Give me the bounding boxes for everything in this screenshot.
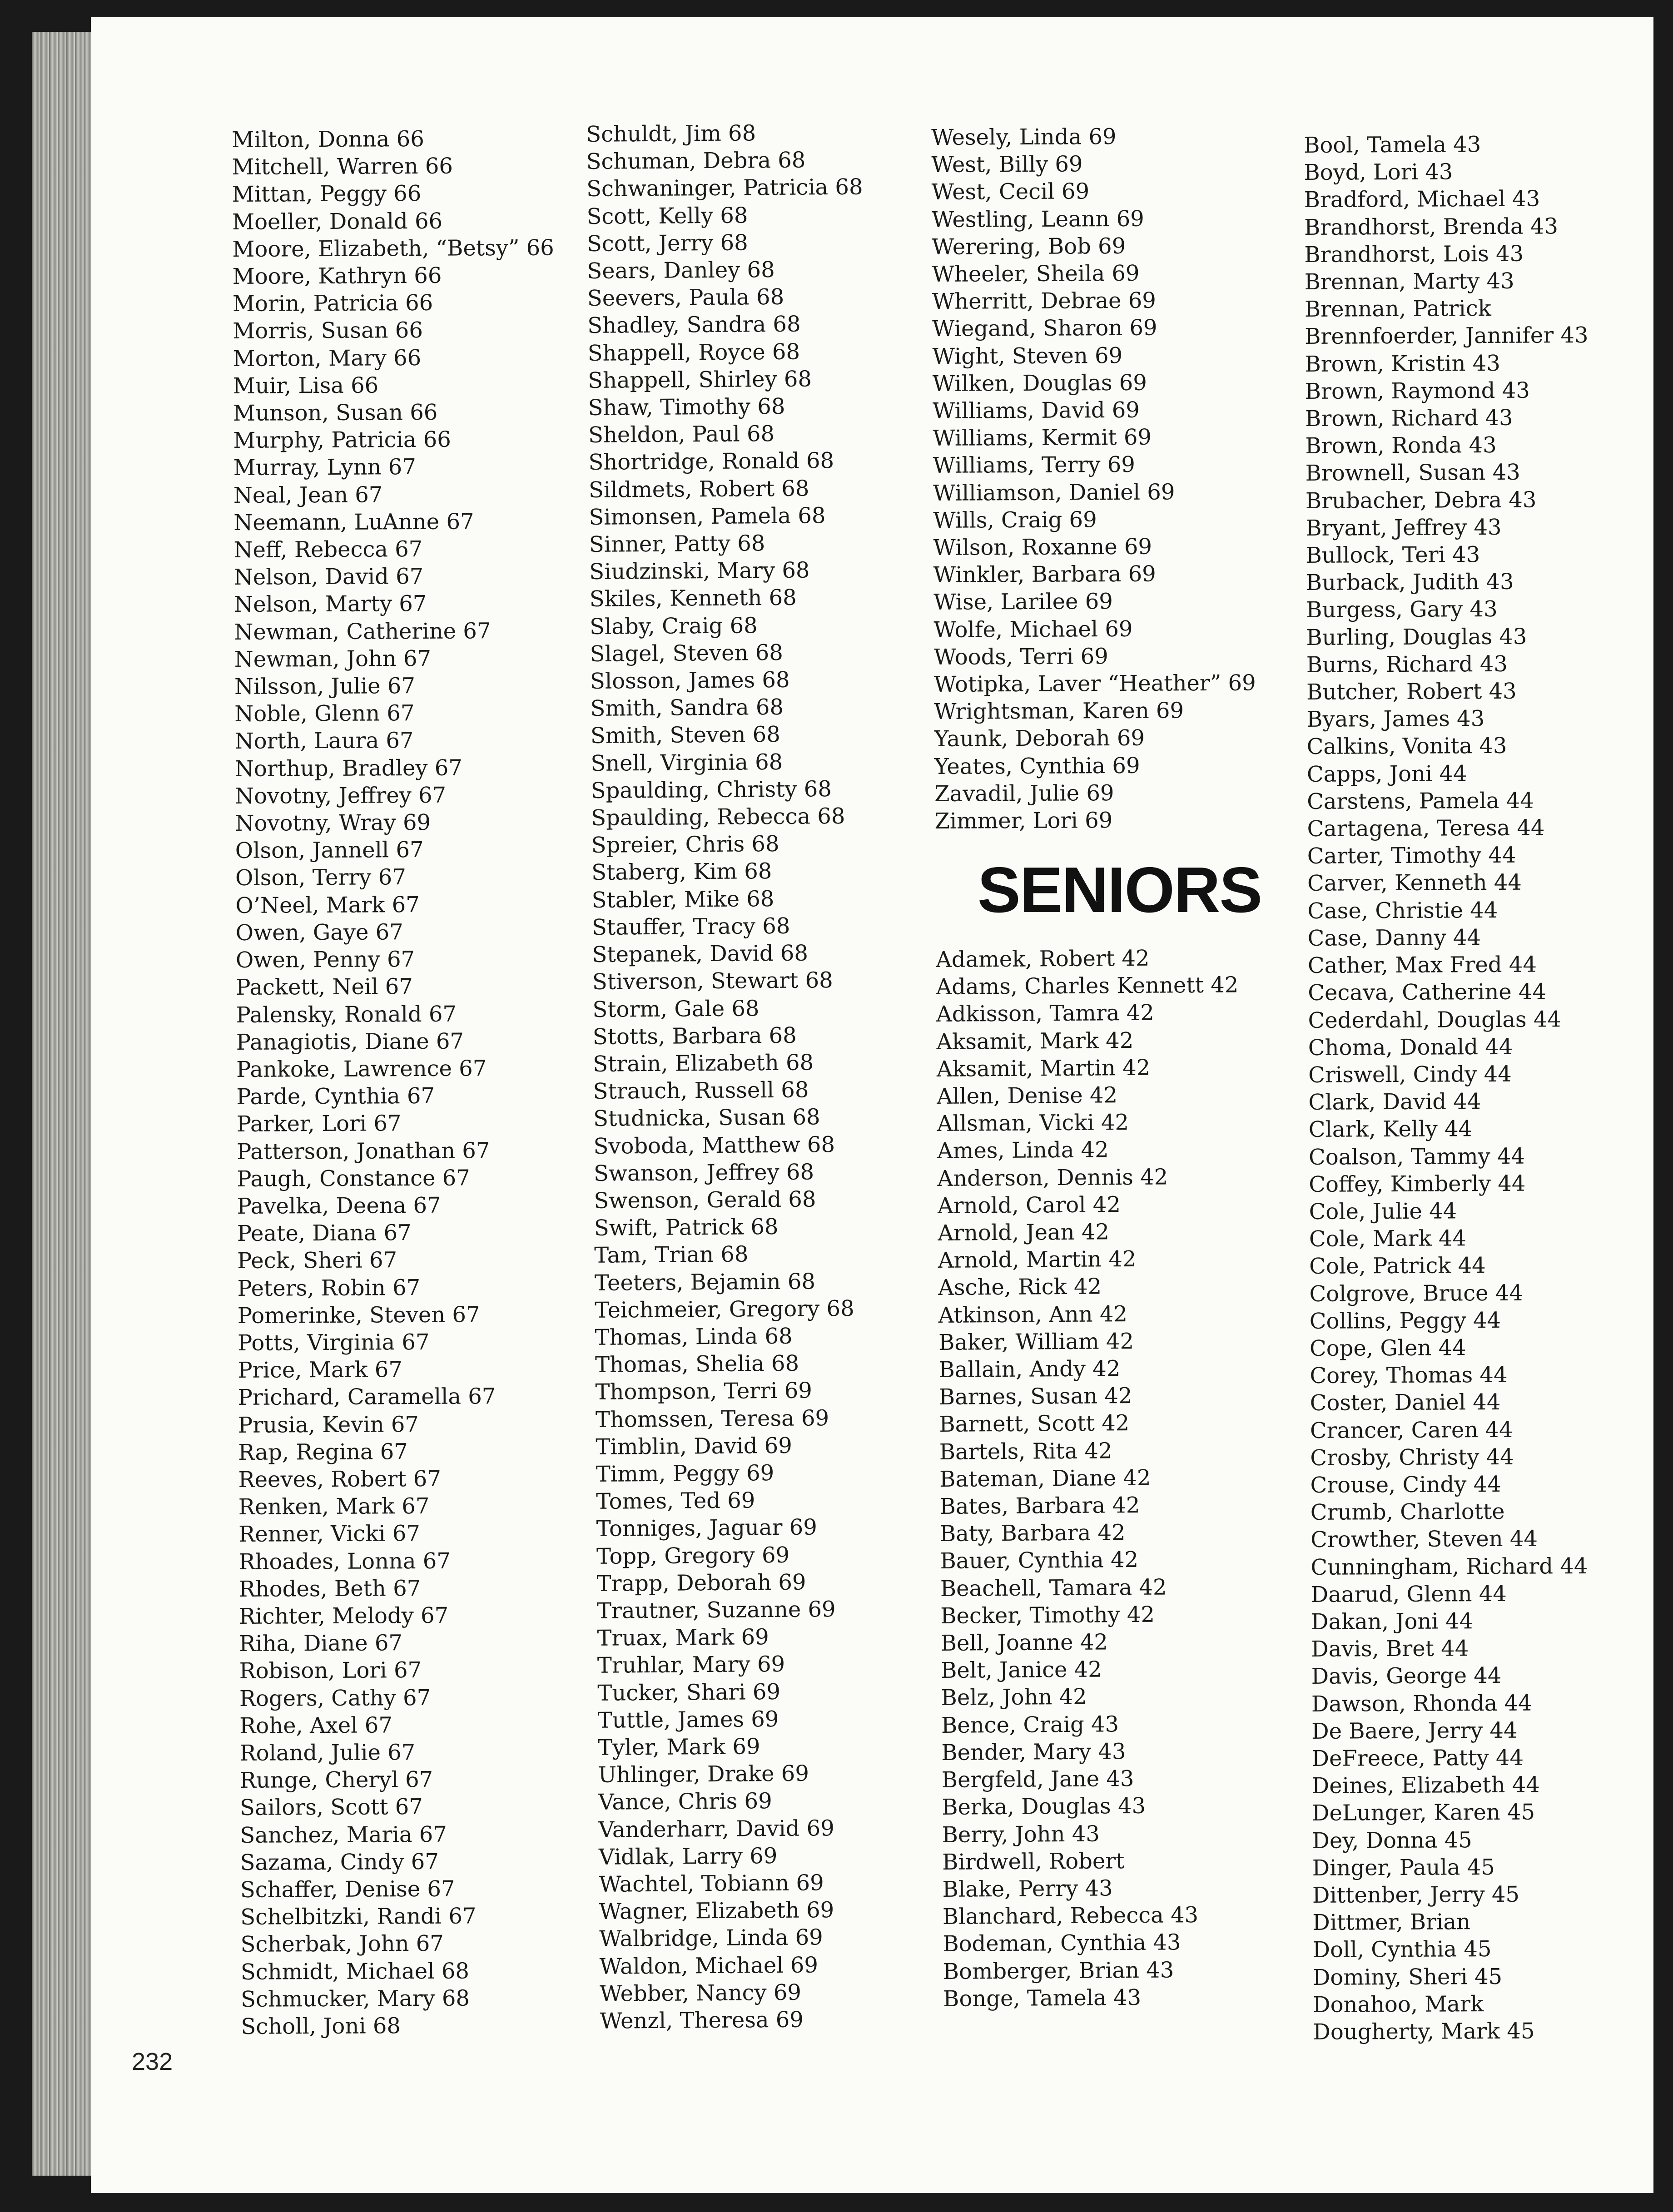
index-entry: Zimmer, Lori 69 [934, 808, 1113, 834]
index-entry: Schaffer, Denise 67 [240, 1876, 455, 1903]
index-entry: Vance, Chris 69 [598, 1788, 772, 1815]
index-entry: Case, Danny 44 [1307, 925, 1481, 951]
index-entry: Adkisson, Tamra 42 [936, 1000, 1154, 1027]
index-entry: Stotts, Barbara 68 [592, 1022, 797, 1050]
index-entry: Newman, John 67 [234, 645, 432, 672]
index-entry: Brennfoerder, Jannifer 43 [1305, 322, 1589, 350]
index-entry: Uhlinger, Drake 69 [598, 1761, 809, 1788]
index-entry: Dawson, Rhonda 44 [1311, 1690, 1532, 1717]
index-entry: Prusia, Kevin 67 [238, 1411, 419, 1438]
index-entry: Bartels, Rita 42 [939, 1438, 1112, 1465]
index-entry: Dittmer, Brian [1312, 1909, 1471, 1936]
index-entry: Teichmeier, Gregory 68 [594, 1295, 854, 1323]
index-entry: Doll, Cynthia 45 [1312, 1936, 1492, 1963]
index-entry: Peate, Diana 67 [237, 1220, 412, 1247]
index-entry: Slagel, Steven 68 [590, 640, 784, 667]
index-entry: Sailors, Scott 67 [239, 1794, 423, 1821]
index-entry: Tomes, Ted 69 [596, 1488, 755, 1515]
index-entry: Adams, Charles Kennett 42 [936, 972, 1239, 1000]
index-entry: Bonge, Tamela 43 [943, 1984, 1142, 2012]
index-entry: Snell, Virginia 68 [591, 749, 783, 776]
index-entry: Brubacher, Debra 43 [1305, 487, 1537, 514]
index-entry: Brennan, Patrick [1304, 296, 1491, 322]
index-entry: Stauffer, Tracy 68 [591, 913, 790, 940]
index-entry: Wachtel, Tobiann 69 [599, 1870, 824, 1897]
index-entry: Sildmets, Robert 68 [588, 476, 809, 503]
index-entry: Byars, James 43 [1306, 706, 1485, 733]
index-entry: Westling, Leann 69 [931, 206, 1144, 233]
index-entry: Wiegand, Sharon 69 [932, 315, 1157, 342]
index-entry: Staberg, Kim 68 [591, 858, 772, 886]
index-entry: Rhoades, Lonna 67 [238, 1548, 451, 1575]
index-entry: Baty, Barbara 42 [939, 1520, 1126, 1547]
index-entry: Moore, Elizabeth, “Betsy” 66 [232, 235, 554, 262]
index-entry: Patterson, Jonathan 67 [236, 1137, 490, 1165]
index-entry: Storm, Gale 68 [592, 995, 760, 1022]
index-entry: Timm, Peggy 69 [596, 1460, 774, 1487]
index-entry: O’Neel, Mark 67 [235, 892, 420, 918]
index-entry: Walbridge, Linda 69 [599, 1924, 823, 1952]
index-entry: Noble, Glenn 67 [234, 700, 415, 727]
index-entry: Anderson, Dennis 42 [937, 1164, 1168, 1191]
index-entry: Siudzinski, Mary 68 [589, 557, 810, 585]
index-entry: Truax, Mark 69 [597, 1624, 769, 1652]
index-entry: Webber, Nancy 69 [600, 1979, 802, 2007]
index-entry: Crouse, Cindy 44 [1310, 1471, 1501, 1498]
index-entry: Wherritt, Debrae 69 [932, 288, 1156, 315]
index-entry: Seevers, Paula 68 [587, 284, 784, 312]
index-entry: Deines, Elizabeth 44 [1311, 1772, 1540, 1799]
index-entry: Slosson, James 68 [590, 667, 790, 694]
index-entry: Wilken, Douglas 69 [932, 370, 1147, 397]
index-entry: Capps, Joni 44 [1306, 760, 1467, 787]
index-entry: Packett, Neil 67 [236, 974, 413, 1001]
index-entry: Bender, Mary 43 [941, 1739, 1126, 1766]
index-entry: Beachell, Tamara 42 [940, 1574, 1167, 1602]
book-page-edges [32, 32, 97, 2176]
index-entry: Robison, Lori 67 [239, 1657, 422, 1684]
index-entry: Brown, Raymond 43 [1305, 377, 1530, 404]
index-entry: Tuttle, James 69 [597, 1706, 779, 1733]
index-entry: Moore, Kathryn 66 [232, 263, 442, 290]
index-entry: Tucker, Shari 69 [597, 1679, 781, 1706]
index-entry: Peters, Robin 67 [237, 1275, 421, 1301]
index-entry: Bauer, Cynthia 42 [940, 1547, 1139, 1574]
index-entry: Panagiotis, Diane 67 [236, 1028, 464, 1055]
index-entry: Owen, Gaye 67 [235, 919, 403, 946]
index-entry: Palensky, Ronald 67 [236, 1001, 457, 1028]
index-entry: Murray, Lynn 67 [233, 454, 416, 481]
index-entry: Cartagena, Teresa 44 [1307, 815, 1545, 842]
index-entry: Williams, David 69 [932, 397, 1140, 424]
index-entry: Case, Christie 44 [1307, 897, 1498, 924]
index-entry: Spreier, Chris 68 [591, 831, 779, 858]
index-entry: Yaunk, Deborah 69 [934, 725, 1145, 752]
index-entry: Brown, Kristin 43 [1305, 350, 1500, 377]
index-entry: Rap, Regina 67 [238, 1438, 408, 1465]
index-entry: Mittan, Peggy 66 [232, 181, 422, 208]
index-entry: Wise, Larilee 69 [933, 589, 1113, 615]
index-entry: Dakan, Joni 44 [1311, 1608, 1474, 1635]
index-entry: Brown, Richard 43 [1305, 405, 1513, 432]
index-entry: Donahoo, Mark [1313, 1991, 1484, 2018]
index-entry: Schmidt, Michael 68 [240, 1958, 470, 1985]
index-entry: Schmucker, Mary 68 [241, 1985, 470, 2012]
index-entry: Carter, Timothy 44 [1307, 843, 1516, 869]
index-entry: Clark, Kelly 44 [1308, 1116, 1473, 1143]
index-entry: Nelson, David 67 [233, 564, 424, 590]
index-entry: Brandhorst, Lois 43 [1304, 241, 1524, 268]
index-entry: Ames, Linda 42 [937, 1137, 1109, 1164]
index-entry: Shappell, Royce 68 [587, 339, 800, 366]
index-entry: Sears, Danley 68 [587, 257, 775, 284]
index-entry: Berry, John 43 [942, 1821, 1100, 1848]
index-entry: Potts, Virginia 67 [237, 1329, 430, 1356]
index-entry: Northup, Bradley 67 [234, 755, 463, 782]
index-entry: Werering, Bob 69 [932, 233, 1126, 260]
index-entry: Slaby, Craig 68 [589, 612, 758, 640]
index-column-3 [931, 123, 1256, 835]
index-entry: Brownell, Susan 43 [1305, 460, 1520, 486]
index-entry: Daarud, Glenn 44 [1311, 1581, 1507, 1607]
index-entry: Trapp, Deborah 69 [596, 1569, 806, 1597]
index-entry: Novotny, Jeffrey 67 [235, 782, 447, 809]
index-entry: Newman, Catherine 67 [234, 618, 491, 645]
index-entry: Becker, Timothy 42 [940, 1602, 1155, 1629]
index-entry: Vidlak, Larry 69 [598, 1843, 778, 1870]
index-entry: Wight, Steven 69 [932, 342, 1123, 369]
index-entry: Murphy, Patricia 66 [233, 427, 451, 454]
index-entry: Pavelka, Deena 67 [237, 1192, 441, 1219]
index-entry: Atkinson, Ann 42 [938, 1301, 1128, 1328]
index-entry: Novotny, Wray 69 [235, 809, 431, 837]
index-entry: De Baere, Jerry 44 [1311, 1717, 1518, 1744]
index-entry: Butcher, Robert 43 [1306, 678, 1517, 705]
index-entry: Crosby, Christy 44 [1310, 1444, 1514, 1471]
index-entry: Schwaninger, Patricia 68 [586, 174, 863, 202]
index-entry: Cole, Julie 44 [1309, 1198, 1457, 1225]
index-entry: Wilson, Roxanne 69 [933, 534, 1152, 561]
index-entry: Arnold, Carol 42 [937, 1192, 1121, 1219]
index-entry: Crowther, Steven 44 [1311, 1526, 1538, 1553]
index-entry: DeFreece, Patty 44 [1311, 1745, 1524, 1771]
index-entry: Yeates, Cynthia 69 [934, 753, 1140, 779]
index-entry: Rhodes, Beth 67 [238, 1575, 421, 1602]
index-entry: Dittenber, Jerry 45 [1312, 1881, 1520, 1908]
index-entry: Wesely, Linda 69 [931, 124, 1117, 150]
index-entry: Roland, Julie 67 [239, 1740, 416, 1766]
index-entry: Neal, Jean 67 [233, 482, 383, 508]
index-entry: Skiles, Kenneth 68 [589, 585, 797, 612]
index-entry: Criswell, Cindy 44 [1308, 1061, 1512, 1088]
index-entry: Morin, Patricia 66 [232, 290, 433, 317]
index-entry: Wills, Craig 69 [933, 507, 1097, 533]
index-entry: Schelbitzki, Randi 67 [240, 1903, 477, 1930]
index-entry: Munson, Susan 66 [233, 399, 438, 427]
index-entry: Bell, Joanne 42 [940, 1629, 1108, 1657]
index-entry: Trautner, Suzanne 69 [596, 1597, 836, 1624]
index-entry: Cole, Patrick 44 [1309, 1253, 1486, 1280]
index-entry: Peck, Sheri 67 [237, 1247, 397, 1274]
index-entry: Vanderharr, David 69 [598, 1815, 834, 1843]
index-entry: Truhlar, Mary 69 [597, 1652, 785, 1679]
index-entry: Crumb, Charlotte [1310, 1499, 1505, 1526]
index-entry: Dey, Donna 45 [1312, 1827, 1472, 1854]
index-entry: Sheldon, Paul 68 [588, 421, 775, 448]
index-entry: Boyd, Lori 43 [1304, 159, 1453, 186]
index-entry: Mitchell, Warren 66 [232, 153, 453, 180]
index-entry: Brown, Ronda 43 [1305, 432, 1497, 459]
index-entry: Crancer, Caren 44 [1310, 1417, 1513, 1443]
index-entry: Burns, Richard 43 [1306, 651, 1508, 678]
index-entry: Tyler, Mark 69 [598, 1734, 760, 1761]
index-entry: Scholl, Joni 68 [241, 2013, 401, 2039]
index-entry: Barnes, Susan 42 [938, 1383, 1132, 1410]
index-entry: Sazama, Cindy 67 [240, 1849, 439, 1875]
index-entry: Bergfeld, Jane 43 [941, 1766, 1134, 1793]
index-entry: Coalson, Tammy 44 [1308, 1143, 1525, 1170]
index-entry: Schuldt, Jim 68 [586, 120, 756, 147]
index-entry: Choma, Donald 44 [1308, 1034, 1513, 1061]
index-entry: Swenson, Gerald 68 [594, 1186, 816, 1214]
index-entry: Ballain, Andy 42 [938, 1356, 1121, 1383]
index-entry: Scherbak, John 67 [240, 1931, 444, 1958]
index-entry: Dominy, Sheri 45 [1312, 1964, 1503, 1990]
index-entry: Asche, Rick 42 [938, 1274, 1102, 1301]
index-entry: Shappell, Shirley 68 [587, 366, 812, 393]
index-entry: Davis, George 44 [1311, 1663, 1502, 1690]
index-entry: Bullock, Teri 43 [1306, 542, 1480, 569]
index-entry: Cather, Max Fred 44 [1307, 952, 1537, 979]
index-entry: Spaulding, Christy 68 [591, 776, 832, 803]
index-entry: Smith, Steven 68 [590, 722, 780, 749]
index-entry: Wheeler, Sheila 69 [932, 260, 1140, 288]
index-entry: Collins, Peggy 44 [1309, 1307, 1501, 1334]
index-entry: Bates, Barbara 42 [939, 1492, 1140, 1520]
index-entry: Nilsson, Julie 67 [234, 673, 416, 700]
index-entry: Stiverson, Stewart 68 [592, 967, 833, 995]
index-entry: Adamek, Robert 42 [936, 945, 1150, 972]
index-entry: Teeters, Bejamin 68 [594, 1268, 816, 1296]
index-entry: Muir, Lisa 66 [233, 372, 379, 399]
index-entry: Winkler, Barbara 69 [933, 561, 1156, 588]
index-entry: DeLunger, Karen 45 [1311, 1799, 1535, 1826]
index-entry: Swanson, Jeffrey 68 [593, 1159, 814, 1186]
index-entry: Shaw, Timothy 68 [588, 393, 785, 421]
index-entry: Parker, Lori 67 [236, 1111, 402, 1137]
index-entry: Rohe, Axel 67 [239, 1712, 393, 1739]
index-entry: Strauch, Russell 68 [593, 1077, 809, 1105]
index-entry: Thomssen, Teresa 69 [595, 1405, 829, 1433]
index-entry: Carver, Kenneth 44 [1307, 870, 1522, 897]
index-entry: Shadley, Sandra 68 [587, 311, 801, 339]
index-entry: Reeves, Robert 67 [238, 1466, 442, 1493]
index-entry: Shortridge, Ronald 68 [588, 448, 834, 476]
index-entry: Neff, Rebecca 67 [233, 536, 423, 563]
index-entry: Runge, Cheryl 67 [239, 1767, 433, 1794]
index-column-2 [586, 119, 876, 2035]
index-entry: Rogers, Cathy 67 [239, 1685, 431, 1711]
index-entry: Cunningham, Richard 44 [1311, 1553, 1588, 1580]
index-entry: Sinner, Patty 68 [589, 531, 765, 558]
index-entry: Richter, Melody 67 [238, 1602, 449, 1629]
index-entry: Burback, Judith 43 [1306, 569, 1514, 596]
index-entry: Scott, Kelly 68 [586, 203, 748, 229]
index-entry: Parde, Cynthia 67 [236, 1083, 435, 1110]
index-entry: Williams, Terry 69 [933, 452, 1136, 479]
index-entry: Carstens, Pamela 44 [1307, 788, 1534, 814]
index-entry: Tam, Trian 68 [594, 1241, 749, 1269]
index-entry: Zavadil, Julie 69 [934, 780, 1114, 807]
index-entry: Davis, Bret 44 [1311, 1636, 1469, 1662]
index-entry: Baker, William 42 [938, 1328, 1134, 1355]
index-entry: Burgess, Gary 43 [1306, 596, 1498, 623]
index-entry: Calkins, Vonita 43 [1306, 733, 1507, 760]
index-entry: Bateman, Diane 42 [939, 1465, 1151, 1492]
index-entry: Thomas, Linda 68 [595, 1323, 793, 1350]
index-entry: Stabler, Mike 68 [591, 886, 774, 913]
index-entry: Aksamit, Martin 42 [936, 1055, 1151, 1082]
index-entry: Dinger, Paula 45 [1312, 1854, 1495, 1881]
index-entry: Stepanek, David 68 [592, 940, 809, 968]
index-entry: Studnicka, Susan 68 [593, 1104, 820, 1132]
index-entry: Wrightsman, Karen 69 [934, 698, 1184, 725]
index-entry: Belz, John 42 [941, 1684, 1087, 1711]
index-entry: Coffey, Kimberly 44 [1309, 1170, 1526, 1197]
index-entry: Waldon, Michael 69 [599, 1952, 819, 1979]
index-entry: Bool, Tamela 43 [1304, 132, 1481, 158]
index-page [91, 17, 1653, 2193]
index-entry: Sanchez, Maria 67 [240, 1821, 447, 1848]
index-entry: Paugh, Constance 67 [237, 1165, 470, 1192]
index-entry: Birdwell, Robert [942, 1848, 1125, 1875]
index-entry: Burling, Douglas 43 [1306, 624, 1527, 650]
index-entry: Pomerinke, Steven 67 [237, 1302, 480, 1329]
index-entry: Wagner, Elizabeth 69 [599, 1897, 834, 1925]
index-column-4 [1304, 130, 1597, 2046]
index-entry: Bradford, Michael 43 [1304, 186, 1540, 213]
index-entry: Thompson, Terri 69 [595, 1378, 813, 1405]
index-entry: Blanchard, Rebecca 43 [942, 1902, 1199, 1930]
index-entry: Allsman, Vicki 42 [937, 1110, 1129, 1137]
index-entry: Morris, Susan 66 [233, 317, 423, 344]
index-entry: Woods, Terri 69 [933, 643, 1108, 670]
section-heading-seniors: SENIORS [978, 854, 1262, 926]
index-entry: Thomas, Shelia 68 [595, 1350, 799, 1378]
index-entry: Coster, Daniel 44 [1310, 1389, 1501, 1416]
index-entry: Wolfe, Michael 69 [933, 616, 1133, 643]
index-entry: Spaulding, Rebecca 68 [591, 803, 845, 831]
index-entry: North, Laura 67 [234, 728, 414, 754]
index-entry: Brandhorst, Brenda 43 [1304, 213, 1559, 240]
index-entry: Wotipka, Laver “Heather” 69 [933, 670, 1256, 698]
index-entry: Morton, Mary 66 [233, 345, 422, 372]
index-entry: Cole, Mark 44 [1309, 1225, 1467, 1252]
index-entry: Milton, Donna 66 [232, 126, 424, 153]
index-entry: Neemann, LuAnne 67 [233, 509, 474, 536]
index-entry: Renken, Mark 67 [238, 1493, 430, 1520]
index-entry: Schuman, Debra 68 [586, 147, 806, 175]
index-entry: Pankoke, Lawrence 67 [236, 1056, 487, 1082]
index-entry: Aksamit, Mark 42 [936, 1027, 1134, 1055]
index-entry: Riha, Diane 67 [239, 1630, 403, 1657]
index-entry: Blake, Perry 43 [942, 1875, 1113, 1902]
index-entry: Price, Mark 67 [238, 1357, 403, 1384]
index-entry: Timblin, David 69 [596, 1433, 792, 1460]
index-entry: Scott, Jerry 68 [586, 230, 748, 257]
index-entry: Topp, Gregory 69 [596, 1542, 790, 1569]
index-entry: Tonniges, Jaguar 69 [596, 1514, 817, 1542]
index-entry: Moeller, Donald 66 [232, 208, 443, 235]
index-entry: Prichard, Caramella 67 [238, 1384, 496, 1411]
index-entry: Olson, Jannell 67 [235, 837, 424, 864]
index-entry: Corey, Thomas 44 [1310, 1362, 1508, 1389]
index-entry: Barnett, Scott 42 [939, 1410, 1130, 1438]
index-entry: Cecava, Catherine 44 [1308, 979, 1547, 1006]
index-entry: Bodeman, Cynthia 43 [943, 1929, 1181, 1957]
index-entry: West, Cecil 69 [931, 179, 1090, 205]
index-entry: Strain, Elizabeth 68 [593, 1050, 814, 1077]
index-entry: Renner, Vicki 67 [238, 1521, 421, 1547]
index-entry: Allen, Denise 42 [937, 1082, 1118, 1110]
index-entry: Olson, Terry 67 [235, 864, 406, 891]
index-entry: Smith, Sandra 68 [590, 694, 784, 722]
index-entry: Owen, Penny 67 [235, 947, 415, 973]
index-entry: Cope, Glen 44 [1309, 1335, 1466, 1361]
page-number: 232 [132, 2048, 173, 2075]
index-entry: Bryant, Jeffrey 43 [1306, 514, 1502, 541]
index-entry: Arnold, Martin 42 [938, 1246, 1137, 1274]
index-entry: Clark, David 44 [1308, 1089, 1481, 1116]
index-column-3-seniors [936, 944, 1246, 2013]
index-entry: Wenzl, Theresa 69 [600, 2007, 804, 2034]
index-entry: Bomberger, Brian 43 [943, 1957, 1174, 1984]
index-entry: West, Billy 69 [931, 151, 1083, 178]
index-entry: Arnold, Jean 42 [938, 1219, 1110, 1246]
index-entry: Swift, Patrick 68 [594, 1214, 779, 1241]
index-entry: Dougherty, Mark 45 [1313, 2018, 1535, 2045]
index-entry: Berka, Douglas 43 [942, 1793, 1146, 1820]
index-column-1 [232, 125, 563, 2041]
index-entry: Svoboda, Matthew 68 [593, 1131, 835, 1159]
index-entry: Bence, Craig 43 [941, 1711, 1119, 1738]
index-entry: Belt, Janice 42 [940, 1657, 1102, 1684]
index-entry: Cederdahl, Douglas 44 [1308, 1006, 1561, 1033]
index-entry: Williamson, Daniel 69 [933, 479, 1175, 506]
index-entry: Nelson, Marty 67 [234, 591, 427, 618]
index-entry: Colgrove, Bruce 44 [1309, 1280, 1523, 1307]
index-entry: Williams, Kermit 69 [933, 424, 1152, 451]
index-entry: Simonsen, Pamela 68 [589, 503, 826, 530]
index-entry: Brennan, Marty 43 [1304, 268, 1514, 295]
